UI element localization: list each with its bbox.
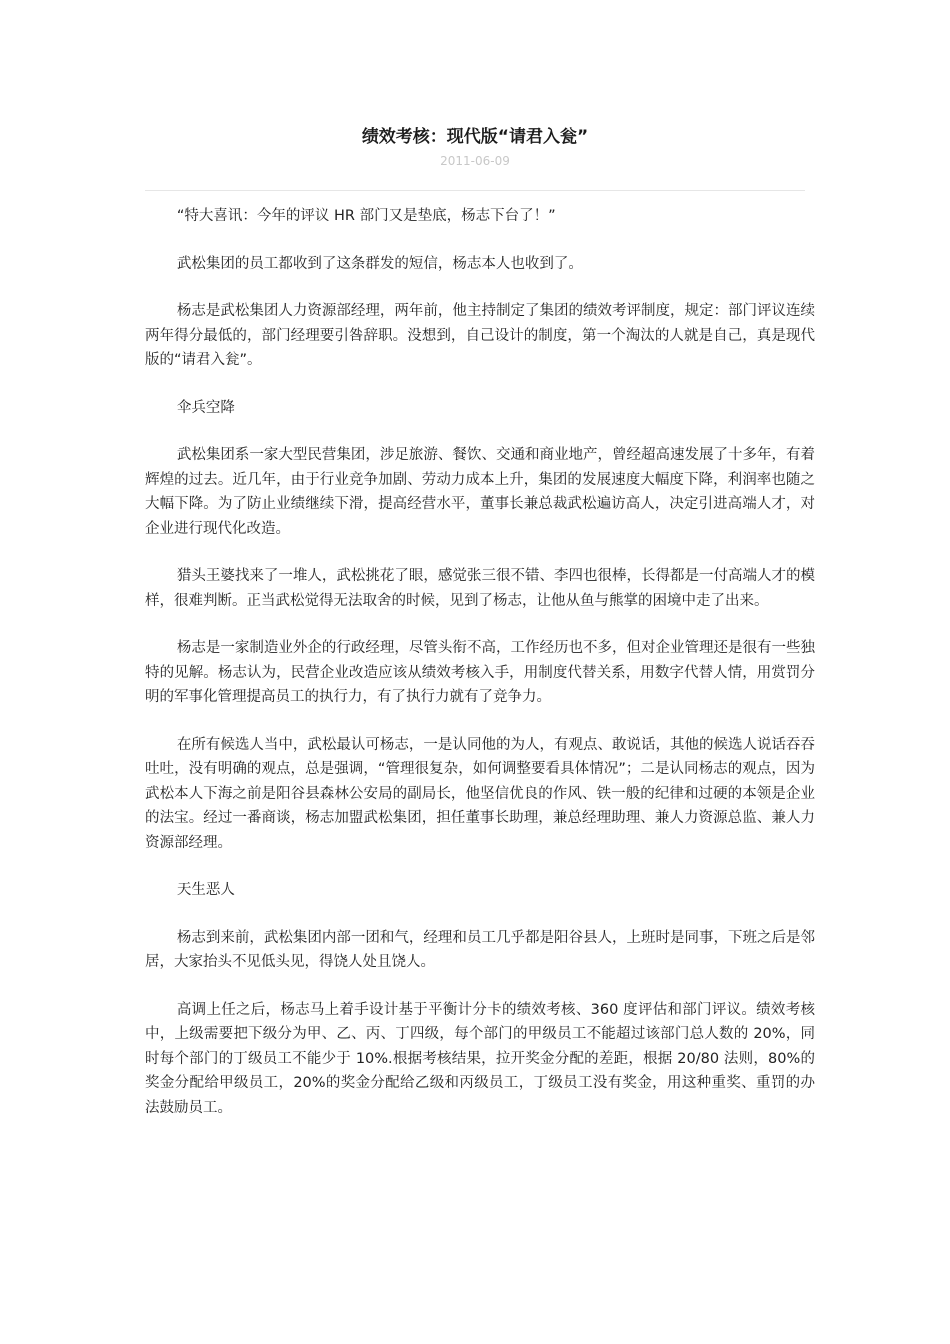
article-body (145, 204, 815, 1143)
section-heading: 伞兵空降 (176, 399, 235, 416)
section-heading: 天生恶人 (176, 882, 235, 898)
paragraph: 杨志是武松集团人力资源部经理，两年前，他主持制定了集团的绩效考评制度，规定：部门评议连续两年得分最低的，部门经理要引咎辞职。没想到，自己设计的制度，第一个淘汰的人就是自己，真是现代版的“请君入瓮”。 (145, 303, 815, 368)
paragraph: 杨志是一家制造业外企的行政经理，尽管头衔不高，工作经历也不多，但对企业管理还是很有一些独特的见解。杨志认为，民营企业改造应该从绩效考核入手，用制度代替关系，用数字代替人情，用赏罚分明的军事化管理提高员工的执行力，有了执行力就有了竞争力。 (145, 640, 815, 705)
article-date: 2011-06-09 (440, 154, 510, 168)
article-title: 绩效考核：现代版“请君入瓮” (361, 127, 589, 147)
title-divider (145, 190, 805, 191)
paragraph: 武松集团系一家大型民营集团，涉足旅游、餐饮、交通和商业地产，曾经超高速发展了十多年，有着辉煌的过去。近几年，由于行业竞争加剧、劳动力成本上升，集团的发展速度大幅度下降，利润率也随之大幅下降。为了防止业绩继续下滑，提高经营水平，董事长兼总裁武松遍访高人，决定引进高端人才，对企业进行现代化改造。 (145, 447, 815, 537)
paragraph: 武松集团的员工都收到了这条群发的短信，杨志本人也收到了。 (176, 255, 583, 272)
paragraph: 高调上任之后，杨志马上着手设计基于平衡计分卡的绩效考核、360 度评估和部门评议。绩效考核中，上级需要把下级分为甲、乙、丙、丁四级，每个部门的甲级员工不能超过该部门总人数的 20%，同时每个部门的丁级员工不能少于 10%.根据考核结果，拉开奖金分配的差距，根据 20/80 法则，80%的奖金分配给甲级员工，20%的奖金分配给乙级和丙级员工，丁级员工没有奖金，用这种重奖、重罚的办法鼓励员工。 (145, 1001, 815, 1116)
paragraph: 猎头王婆找来了一堆人，武松挑花了眼，感觉张三很不错、李四也很棒，长得都是一付高端人才的模样，很难判断。正当武松觉得无法取舍的时候，见到了杨志，让他从鱼与熊掌的困境中走了出来。 (145, 568, 815, 609)
paragraph: “特大喜讯：今年的评议 HR 部门又是垫底，杨志下台了！” (176, 208, 556, 224)
paragraph: 在所有候选人当中，武松最认可杨志，一是认同他的为人，有观点、敢说话，其他的候选人说话吞吞吐吐，没有明确的观点，总是强调，“管理很复杂，如何调整要看具体情况”；二是认同杨志的观点，因为武松本人下海之前是阳谷县森林公安局的副局长，他坚信优良的作风、铁一般的纪律和过硬的本领是企业的法宝。经过一番商谈，杨志加盟武松集团，担任董事长助理，兼总经理助理、兼人力资源总监、兼人力资源部经理。 (145, 736, 815, 851)
paragraph: 杨志到来前，武松集团内部一团和气，经理和员工几乎都是阳谷县人，上班时是同事，下班之后是邻居，大家抬头不见低头见，得饶人处且饶人。 (145, 929, 815, 970)
